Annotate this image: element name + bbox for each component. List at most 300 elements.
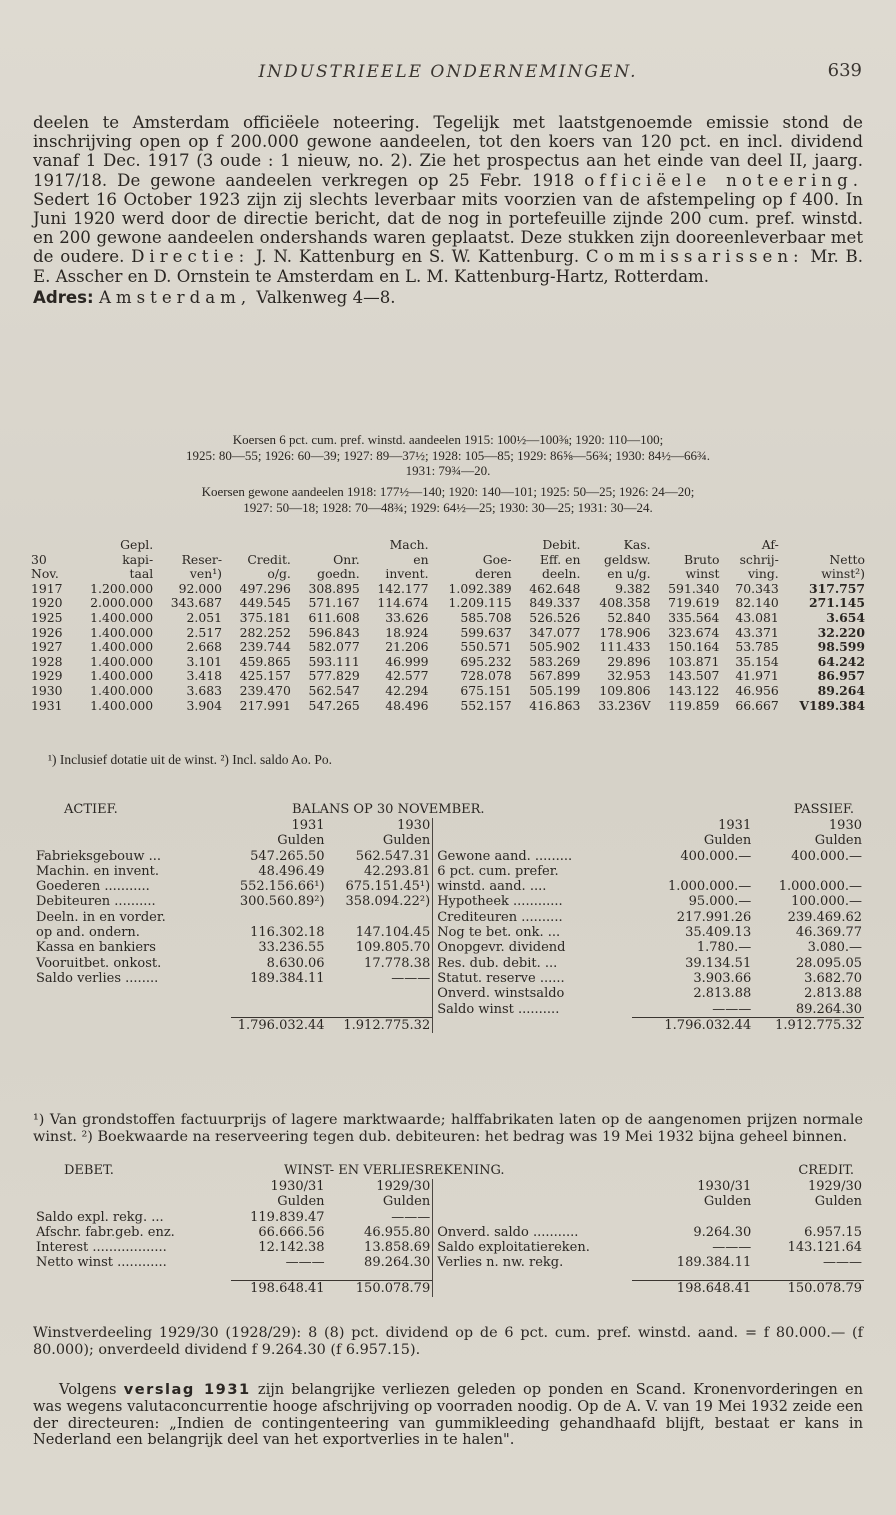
year-cell: 1925 [31, 609, 63, 625]
debet-value: 46.955.80 [364, 1224, 431, 1240]
header-cell: Credit. [247, 551, 291, 567]
header-cell: schrij- [739, 551, 779, 567]
value-cell: 46.956 [735, 682, 779, 698]
debet-title: DEBET. [64, 1163, 114, 1178]
value-cell: 562.547 [308, 682, 360, 698]
header-cell [225, 538, 294, 553]
currency-header: Gulden [814, 1194, 862, 1210]
header-cell: Netto [829, 551, 865, 567]
debet-value: 12.142.38 [258, 1240, 325, 1256]
passief-label: Hypotheek ............ [433, 894, 633, 909]
value-cell: 2.000.000 [90, 595, 154, 611]
actief-value: 42.293.81 [364, 863, 431, 879]
passief-value: 1.000.000.— [667, 879, 752, 895]
value-cell: 728.078 [460, 668, 512, 684]
balans-title: BALANS OP 30 NOVEMBER. [292, 802, 485, 817]
value-cell: 52.840 [607, 609, 651, 625]
credit-value [632, 1210, 753, 1225]
header-cell: Goe- [482, 551, 512, 567]
koersen-pref [30, 432, 866, 479]
passief-value: 2.813.88 [804, 986, 862, 1002]
table-row [28, 596, 868, 611]
actief-value: 8.630.06 [266, 955, 325, 971]
value-cell: 425.157 [239, 668, 291, 684]
actief-value: 547.265.50 [250, 848, 325, 864]
passief-value: 35.409.13 [685, 925, 752, 941]
header-cell: Eff. en [539, 551, 581, 567]
actief-label: Debiteuren .......... [36, 894, 156, 910]
credit-value: 6.957.15 [804, 1224, 862, 1240]
actief-value: 562.547.31 [355, 848, 431, 864]
pl-total: 150.078.79 [753, 1281, 864, 1297]
value-cell: 497.296 [239, 580, 291, 596]
year-header: 1930/31 [697, 1179, 752, 1194]
header-cell: ving. [747, 566, 779, 582]
currency-header: Gulden [703, 833, 752, 849]
actief-value: 552.156.66¹) [239, 879, 325, 895]
value-cell: 1.400.000 [90, 639, 154, 655]
passief-label: winstd. aand. .... [433, 879, 633, 894]
officieele-noteering: officiëele noteering. [584, 170, 863, 190]
passief-value: 46.369.77 [795, 925, 862, 941]
actief-value [231, 910, 326, 925]
header-cell [294, 538, 363, 553]
value-cell: 239.744 [239, 639, 291, 655]
adres-street: Valkenweg 4—8. [256, 287, 396, 307]
header-cell: Af- [761, 537, 779, 552]
value-cell: 459.865 [239, 653, 291, 669]
header-cell: Onr. [333, 551, 360, 567]
paragraph-text-1: deelen te Amsterdam officiëele noteering. Tegelijk met laatstgenoemde emissie stond de inschrijving open op f 200.000 gewone aandeelen, tot den koers van 120 pct. en incl. dividend vanaf 1 Dec. 1917 (3 oude : 1 nieuw, no. 2). Zie het prospectus aan het einde van deel II, jaarg. 1917/18. De gewone aandeelen verkregen op 25 Febr. 1918 [33, 113, 863, 190]
value-cell: 347.077 [529, 624, 581, 640]
value-cell: 42.577 [385, 668, 429, 684]
value-cell: 591.340 [668, 580, 720, 596]
adres-city: Amsterdam, [98, 287, 252, 307]
actief-label: Vooruitbet. onkost. [36, 955, 162, 971]
verslag-prefix: Volgens [59, 1381, 117, 1398]
value-cell: 1.400.000 [90, 653, 154, 669]
balance-rows [34, 849, 864, 1018]
year-cell: 1926 [31, 624, 63, 640]
table-row [28, 655, 868, 670]
header-cell: en u/g. [607, 566, 651, 582]
credit-value: ——— [712, 1240, 752, 1256]
currency-header: Gulden [277, 1194, 325, 1210]
value-cell: 323.674 [668, 624, 720, 640]
value-cell: 2.668 [186, 639, 223, 655]
balance-footnote-text: ¹) Van grondstoffen factuurprijs of lagere marktwaarde; halffabrikaten laten op de aangenomen prijzen normale winst. ²) Boekwaarde na reserveering tegen dub. debiteuren: het bedrag was 19 Mei 1932 bijna geheel binnen. [33, 1112, 863, 1145]
header-cell: 30 [31, 551, 47, 567]
value-cell: 1.400.000 [90, 668, 154, 684]
value-cell: 21.206 [385, 639, 429, 655]
header-cell [28, 538, 73, 553]
table-header-row [28, 567, 868, 582]
value-cell: 719.619 [668, 595, 720, 611]
actief-value: 358.094.22²) [345, 894, 431, 910]
value-cell: 29.896 [607, 653, 651, 669]
winstverdeeling-text: Winstverdeeling 1929/30 (1928/29): 8 (8) pct. dividend op de 6 pct. cum. pref. winstd. aand. = f 80.000.— (f 80.000); onverdeeld dividend f 9.264.30 (f 6.957.15). [33, 1325, 863, 1358]
header-cell [654, 538, 723, 553]
value-cell: 41.971 [735, 668, 779, 684]
passief-value: ——— [712, 1001, 752, 1017]
passief-label: Nog te bet. onk. ... [433, 925, 633, 940]
value-cell: 582.077 [308, 639, 360, 655]
koersen-pref-line2: 1925: 80—55; 1926: 60—39; 1927: 89—37½; 1928: 105—85; 1929: 86⅝—56¾; 1930: 84½—66¾. [186, 447, 710, 463]
actief-value: 147.104.45 [355, 925, 431, 941]
value-cell: 66.667 [735, 697, 779, 713]
balance-row [34, 971, 864, 986]
value-cell: 567.899 [529, 668, 581, 684]
year-header: 1929/30 [376, 1179, 431, 1194]
year-header: 1929/30 [807, 1179, 862, 1194]
passief-label: Saldo winst .......... [433, 1002, 633, 1018]
header-cell: ven¹) [189, 566, 223, 582]
value-cell: 53.785 [735, 639, 779, 655]
value-cell: 103.871 [668, 653, 720, 669]
currency-header: Gulden [814, 833, 862, 849]
passief-label: Res. dub. debit. ... [433, 956, 633, 971]
table-row [28, 640, 868, 655]
header-cell: kapi- [122, 551, 154, 567]
actief-label: Saldo verlies ........ [36, 970, 159, 986]
actief-value: 17.778.38 [364, 955, 431, 971]
passief-label: Onverd. winstsaldo [433, 986, 633, 1001]
actief-label: op and. ondern. [36, 925, 140, 941]
value-cell: 1.209.115 [448, 595, 512, 611]
value-cell: 3.654 [826, 609, 865, 625]
actief-label: Fabrieksgebouw ... [36, 848, 162, 864]
value-cell: 114.674 [377, 595, 429, 611]
koersen-gewone [30, 484, 866, 515]
header-cell: Mach. [389, 537, 429, 552]
balance-row [34, 925, 864, 940]
value-cell: 42.294 [385, 682, 429, 698]
value-cell: 43.081 [735, 609, 779, 625]
value-cell: 317.757 [808, 580, 865, 596]
value-cell: 282.252 [239, 624, 291, 640]
year-header: 1930 [828, 818, 862, 833]
value-cell: 571.167 [308, 595, 360, 611]
value-cell: 111.433 [599, 639, 651, 655]
koersen-pref-line3: 1931: 79¾—20. [405, 463, 491, 478]
passief-value: 1.000.000.— [778, 879, 862, 895]
value-cell: 70.343 [735, 580, 779, 596]
balance-sheet [34, 802, 864, 1033]
financial-history-table [28, 538, 868, 713]
koersen-gewone-line1: Koersen gewone aandeelen 1918: 177½—140; 1920: 140—101; 1925: 50—25; 1926: 24—20; [201, 484, 695, 499]
pl-total: 198.648.41 [632, 1281, 753, 1297]
currency-header: Gulden [382, 1194, 431, 1210]
value-cell: 32.953 [607, 668, 651, 684]
credit-value [753, 1210, 864, 1225]
value-cell: 92.000 [178, 580, 223, 596]
header-cell: Nov. [31, 566, 59, 582]
value-cell: 9.382 [615, 580, 651, 596]
adres-label: Adres: [33, 287, 94, 307]
winst-title: WINST- EN VERLIESREKENING. [284, 1163, 505, 1178]
pl-row [34, 1210, 864, 1225]
value-cell: 375.181 [239, 609, 291, 625]
value-cell: 596.843 [308, 624, 360, 640]
passief-value: 89.264.30 [795, 1001, 862, 1017]
header-cell: Kas. [623, 537, 651, 552]
value-cell: 505.199 [529, 682, 581, 698]
passief-value: 400.000.— [791, 848, 862, 864]
header-cell [782, 538, 868, 553]
value-cell: 3.101 [186, 653, 223, 669]
debet-value: 119.839.47 [250, 1209, 325, 1225]
value-cell: 552.157 [460, 697, 512, 713]
value-cell: 48.496 [385, 697, 429, 713]
verslag-keyword: verslag 1931 [123, 1381, 251, 1398]
credit-value: 143.121.64 [787, 1240, 862, 1256]
balance-row [34, 940, 864, 955]
value-cell: 35.154 [735, 653, 779, 669]
pl-total: 198.648.41 [231, 1281, 326, 1297]
header-cell: goedn. [317, 566, 360, 582]
passief-label: Statut. reserve ...... [433, 971, 633, 986]
passief-value: 217.991.26 [676, 909, 752, 925]
passief-label: Crediteuren .......... [433, 910, 633, 925]
actief-value: 33.236.55 [258, 940, 325, 956]
debet-value: 89.264.30 [364, 1255, 431, 1271]
actief-value: 48.496.49 [258, 863, 325, 879]
year-header: 1931 [291, 818, 325, 833]
koersen-pref-line1: Koersen 6 pct. cum. pref. winstd. aandeelen 1915: 100½—100⅜; 1920: 110—100; [232, 432, 664, 447]
passief-value: 28.095.05 [795, 955, 862, 971]
balance-row [34, 956, 864, 971]
year-cell: 1929 [31, 668, 63, 684]
value-cell: 593.111 [308, 653, 360, 669]
table-row [28, 699, 868, 714]
value-cell: 217.991 [239, 697, 291, 713]
value-cell: 86.957 [817, 668, 865, 684]
value-cell: 119.859 [668, 697, 720, 713]
header-cell: winst [685, 566, 720, 582]
paragraph-text-1b: Sedert 16 October 1923 zijn zij slechts leverbaar mits voorzien van de afstempeling op f 400. In Juni 1920 werd door de directie bericht, dat de nog in portefeuille zijnde 200 cum. pref. winstd. en 200 gewone aandeelen ondershands waren geplaatst. Deze stukken zijn dooreenleverbaar met de oudere. [33, 189, 863, 267]
header-cell [156, 538, 225, 553]
credit-value: 9.264.30 [693, 1224, 752, 1240]
value-cell: 3.904 [186, 697, 223, 713]
actief-label: Machin. en invent. [36, 863, 160, 879]
winstverdeeling [33, 1325, 863, 1358]
verslag-text: zijn belangrijke verliezen geleden op ponden en Scand. Kronenvorderingen en was wegens valutaconcurrentie hooge afschrijving op voorraden noodig. Op de A. V. van 19 Mei 1932 zeide een der directeuren: „Indien de contingenteering van gummikleeding gehandhaafd blijft, bestaat er kans in Nederland een belangrijk deel van het exportverlies in te halen". [33, 1381, 864, 1449]
running-header-title: INDUSTRIEELE ONDERNEMINGEN. [258, 62, 638, 82]
value-cell: 43.371 [735, 624, 779, 640]
directie-value: J. N. Kattenburg en S. W. Kattenburg. [255, 247, 580, 267]
passief-label: Gewone aand. ......... [433, 849, 633, 864]
year-cell: 1931 [31, 697, 63, 713]
value-cell: 239.470 [239, 682, 291, 698]
balance-row [34, 879, 864, 894]
value-cell: 849.337 [529, 595, 581, 611]
actief-value: 300.560.89²) [239, 894, 325, 910]
table-header-row [28, 553, 868, 568]
currency-header: Gulden [277, 833, 325, 849]
year-cell: 1928 [31, 653, 63, 669]
page-number: 639 [827, 60, 862, 81]
header-cell: Gepl. [120, 537, 154, 552]
credit-title: CREDIT. [798, 1163, 854, 1178]
debet-label: Saldo expl. rekg. ... [36, 1209, 164, 1225]
debet-value: 66.666.56 [258, 1224, 325, 1240]
value-cell: 33.626 [385, 609, 429, 625]
header-cell: o/g. [267, 566, 291, 582]
value-cell: 308.895 [308, 580, 360, 596]
table-row [28, 684, 868, 699]
verslag-paragraph [33, 1382, 863, 1449]
credit-label: Verlies n. nw. rekg. [433, 1255, 633, 1270]
value-cell: 98.599 [817, 639, 865, 655]
actief-label: Deeln. in en vorder. [36, 909, 166, 925]
directie-label: Directie: [131, 247, 250, 267]
value-cell: V189.384 [799, 697, 865, 713]
value-cell: 18.924 [385, 624, 429, 640]
value-cell: 343.687 [170, 595, 223, 611]
passief-value: 100.000.— [791, 894, 862, 910]
pl-row [34, 1240, 864, 1255]
value-cell: 505.902 [529, 639, 581, 655]
value-cell: 150.164 [668, 639, 720, 655]
header-cell: invent. [385, 566, 429, 582]
passief-label: 6 pct. cum. prefer. [433, 864, 633, 879]
year-cell: 1920 [31, 595, 63, 611]
commissarissen-value: Mr. B. E. Asscher en D. Ornstein te Amsterdam en L. M. Kattenburg-Hartz, Rotterdam. [33, 247, 864, 286]
table-row [28, 669, 868, 684]
passief-value: 2.813.88 [693, 986, 752, 1002]
header-cell: winst²) [821, 566, 865, 582]
currency-header: Gulden [382, 833, 431, 849]
main-paragraph [33, 113, 863, 307]
passief-value [753, 864, 864, 879]
balance-total: 1.796.032.44 [231, 1017, 326, 1033]
value-cell: 449.545 [239, 595, 291, 611]
passief-value: 95.000.— [688, 894, 752, 910]
table-row [28, 611, 868, 626]
value-cell: 416.863 [529, 697, 581, 713]
balance-footnote [33, 1112, 863, 1145]
pl-total: 150.078.79 [327, 1281, 433, 1297]
profit-loss-table [34, 1179, 864, 1297]
value-cell: 2.051 [186, 609, 223, 625]
value-cell: 82.140 [735, 595, 779, 611]
value-cell: 599.637 [460, 624, 512, 640]
actief-value: 675.151.45¹) [345, 879, 431, 895]
passief-value: 400.000.— [680, 848, 752, 864]
value-cell: 550.571 [460, 639, 512, 655]
table-header-row [28, 538, 868, 553]
actief-value: 116.302.18 [250, 925, 325, 941]
value-cell: 142.177 [377, 580, 429, 596]
value-cell: 1.092.389 [448, 580, 512, 596]
header-cell: en [413, 551, 429, 567]
balance-table [34, 818, 864, 1033]
header-cell: deeln. [541, 566, 581, 582]
debet-value: ——— [285, 1255, 325, 1271]
balance-row [34, 894, 864, 909]
fin-table-footnote: ¹) Inclusief dotatie uit de winst. ²) Incl. saldo Ao. Po. [48, 752, 333, 767]
value-cell: 583.269 [529, 653, 581, 669]
passief-label: Onopgevr. dividend [433, 940, 633, 955]
value-cell: 3.683 [186, 682, 223, 698]
actief-value: ——— [391, 970, 431, 986]
value-cell: 89.264 [817, 682, 865, 698]
year-cell: 1927 [31, 639, 63, 655]
balance-row [34, 1002, 864, 1018]
header-cell: geldsw. [603, 551, 651, 567]
pl-row [34, 1225, 864, 1240]
header-cell: deren [475, 566, 512, 582]
debet-label: Afschr. fabr.geb. enz. [36, 1224, 175, 1240]
currency-header: Gulden [703, 1194, 752, 1210]
year-cell: 1917 [31, 580, 63, 596]
value-cell: 1.400.000 [90, 682, 154, 698]
value-cell: 3.418 [186, 668, 223, 684]
header-cell: Debit. [542, 537, 581, 552]
value-cell: 64.242 [817, 653, 865, 669]
value-cell: 143.122 [668, 682, 720, 698]
year-header: 1930 [397, 818, 431, 833]
koersen-gewone-line2: 1927: 50—18; 1928: 70—48¾; 1929: 64½—25; 1930: 30—25; 1931: 30—24. [243, 499, 653, 515]
value-cell: 109.806 [599, 682, 651, 698]
actief-value: 109.805.70 [355, 940, 431, 956]
value-cell: 1.400.000 [90, 609, 154, 625]
balance-row [34, 986, 864, 1001]
actief-label: Kassa en bankiers [36, 940, 156, 956]
passief-value: 3.682.70 [804, 970, 862, 986]
table-row [28, 626, 868, 641]
table-row [28, 582, 868, 597]
year-header: 1930/31 [270, 1179, 325, 1194]
actief-value: 189.384.11 [250, 970, 325, 986]
passief-value [632, 864, 753, 879]
passief-value: 39.134.51 [685, 955, 752, 971]
profit-loss-rows [34, 1210, 864, 1271]
value-cell: 675.151 [460, 682, 512, 698]
passief-value: 239.469.62 [787, 909, 862, 925]
value-cell: 526.526 [529, 609, 581, 625]
balance-total: 1.912.775.32 [753, 1017, 864, 1033]
passief-title: PASSIEF. [793, 802, 854, 817]
credit-value: ——— [823, 1255, 862, 1271]
header-cell: Reser- [181, 551, 223, 567]
value-cell: 1.400.000 [90, 697, 154, 713]
value-cell: 462.648 [529, 580, 581, 596]
commissarissen-label: Commissarissen: [585, 247, 804, 267]
year-header: 1931 [718, 818, 752, 833]
profit-loss-account [34, 1163, 864, 1297]
balance-total: 1.912.775.32 [327, 1017, 433, 1033]
actief-title: ACTIEF. [64, 802, 118, 817]
value-cell: 46.999 [385, 653, 429, 669]
financial-table-body [28, 582, 868, 713]
value-cell: 33.236V [598, 697, 651, 713]
credit-label: Saldo exploitatiereken. [433, 1240, 633, 1255]
pl-row [34, 1255, 864, 1270]
debet-label: Netto winst ............ [36, 1255, 167, 1271]
header-cell: Bruto [683, 551, 720, 567]
value-cell: 335.564 [668, 609, 720, 625]
header-cell [432, 538, 515, 553]
value-cell: 32.220 [817, 624, 865, 640]
year-cell: 1930 [31, 682, 63, 698]
balance-total: 1.796.032.44 [632, 1017, 753, 1033]
value-cell: 611.608 [308, 609, 360, 625]
value-cell: 271.145 [808, 595, 865, 611]
balance-row [34, 864, 864, 879]
value-cell: 695.232 [460, 653, 512, 669]
debet-value: 13.858.69 [364, 1240, 431, 1256]
